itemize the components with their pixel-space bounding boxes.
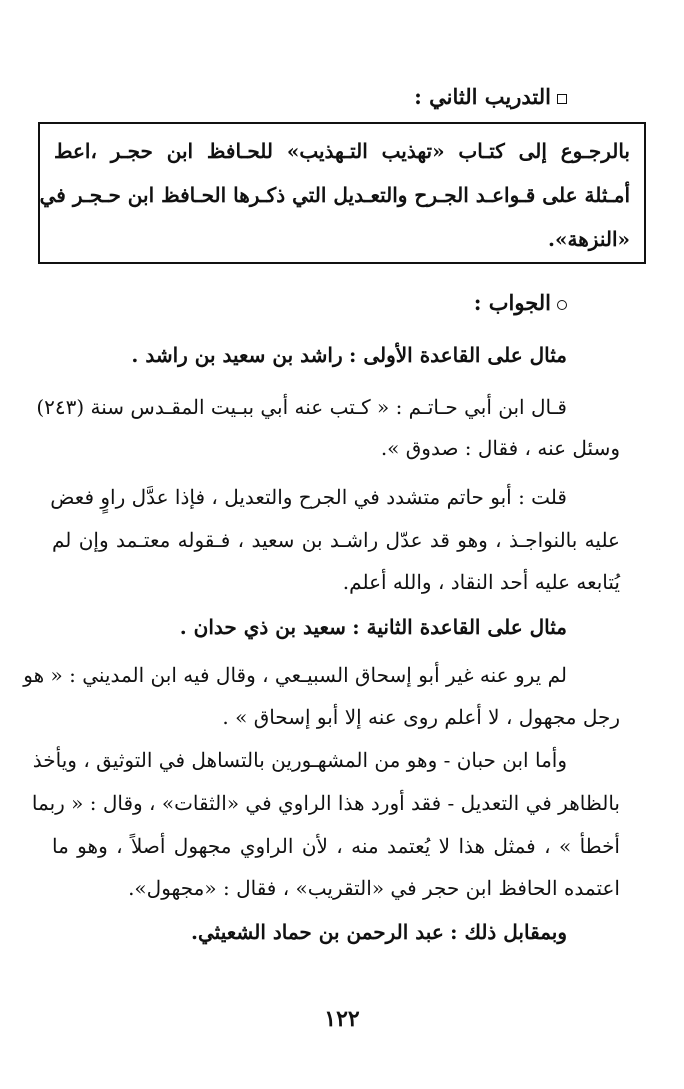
paragraph-line: اعتمده الحافظ ابن حجر في «التقريب» ، فقال : «مجهول». [128, 876, 620, 900]
box-line: «النزهة». [548, 227, 630, 251]
paragraph-line: قـال ابن أبي حـاتـم : « كـتب عنه أبي ببـيت المقـدس سنة (٢٤٣) [36, 395, 567, 419]
paragraph-line: وسئل عنه ، فقال : صدوق ». [380, 436, 620, 460]
counter-example-heading [0, 917, 567, 947]
answer-heading: الجواب : [474, 288, 567, 318]
example-1-heading [0, 340, 567, 370]
exercise-box [38, 122, 646, 264]
paragraph-line: يُتابعه عليه أحد النقاد ، والله أعلم. [342, 570, 620, 594]
example-2-name: سعيد بن ذي حدان . [179, 615, 346, 639]
example-2-label: مثال على القاعدة الثانية : [352, 615, 567, 639]
counter-example-name: عبد الرحمن بن حماد الشعيثي. [191, 920, 444, 944]
paragraph-line: بالظاهر في التعديل - فقد أورد هذا الراوي في «الثقات» ، وقال : « ربما [31, 791, 620, 815]
paragraph-line: أخطأ » ، فمثل هذا لا يُعتمد منه ، لأن الراوي مجهول أصلاً ، وهو ما [52, 834, 620, 858]
paragraph-line: قلت : أبو حاتم متشدد في الجرح والتعديل ، فإذا عدَّل راوٍ فعض [50, 485, 567, 509]
box-line: أمـثلة على قـواعـد الجـرح والتعـديل التي ذكـرها الحـافظ ابن حـجـر في [39, 183, 630, 207]
paragraph-line: وأما ابن حبان - وهو من المشهـورين بالتساهل في التوثيق ، ويأخذ [32, 748, 567, 772]
paragraph-line: رجل مجهول ، لا أعلم روى عنه إلا أبو إسحاق » . [222, 705, 620, 729]
circle-bullet-icon [557, 300, 567, 310]
exercise-heading: التدريب الثاني : [414, 82, 567, 112]
example-2-heading [0, 612, 567, 642]
box-line: بالرجـوع إلى كتـاب «تهذيب التـهذيب» للحـافظ ابن حجـر ،اعط [54, 139, 630, 163]
example-1-label: مثال على القاعدة الأولى : [349, 343, 567, 367]
page-number: ١٢٢ [324, 1006, 360, 1032]
example-1-name: راشد بن سعيد بن راشد . [131, 343, 343, 367]
paragraph-line: لم يرو عنه غير أبو إسحاق السبيـعي ، وقال فيه ابن المديني : « هو [23, 663, 567, 687]
counter-example-label: وبمقابل ذلك : [450, 920, 567, 944]
paragraph-line: عليه بالنواجـذ ، وهو قد عدّل راشـد بن سعيد ، فـقوله معتـمد وإن لم [52, 528, 620, 552]
square-bullet-icon [557, 94, 567, 104]
